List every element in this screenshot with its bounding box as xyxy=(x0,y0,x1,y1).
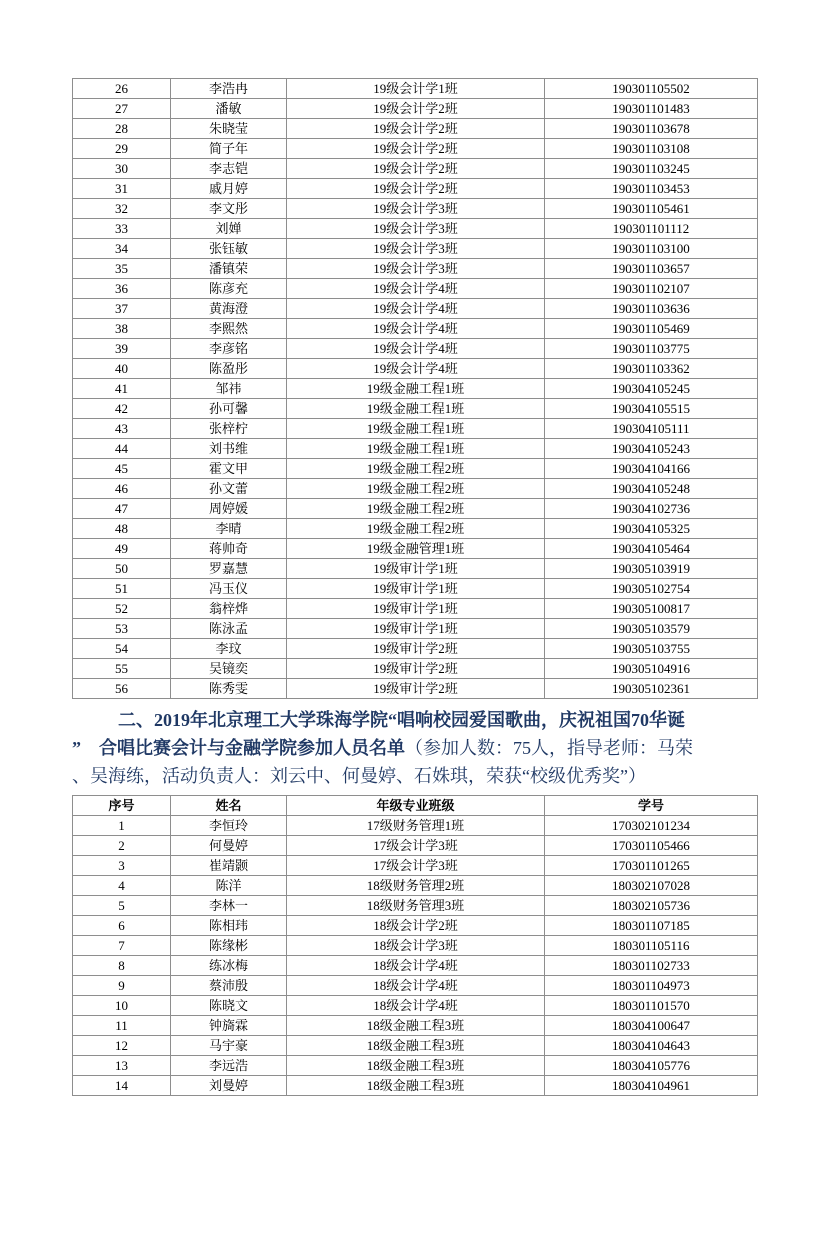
table-cell: 190304105245 xyxy=(545,379,758,399)
heading-line-2-detail: （参加人数：75人，指导老师：马荣 xyxy=(405,738,693,758)
table-row xyxy=(73,219,758,239)
table-cell: 崔靖颢 xyxy=(171,856,287,876)
table-cell: 孙可馨 xyxy=(171,399,287,419)
table-cell: 39 xyxy=(73,339,171,359)
table-cell: 李志铠 xyxy=(171,159,287,179)
table-cell: 李浩冉 xyxy=(171,79,287,99)
table-cell: 李玟 xyxy=(171,639,287,659)
table-row xyxy=(73,876,758,896)
section-heading xyxy=(72,706,757,790)
table-cell: 35 xyxy=(73,259,171,279)
table-row xyxy=(73,539,758,559)
table-row xyxy=(73,1056,758,1076)
table-row xyxy=(73,836,758,856)
roster-table-continued xyxy=(72,78,758,699)
table-cell: 李恒玲 xyxy=(171,816,287,836)
table-cell: 19级审计学2班 xyxy=(287,659,545,679)
table-cell: 34 xyxy=(73,239,171,259)
table-cell: 41 xyxy=(73,379,171,399)
table-cell: 陈秀雯 xyxy=(171,679,287,699)
table-cell: 刘书维 xyxy=(171,439,287,459)
table-cell: 190301103362 xyxy=(545,359,758,379)
table-row xyxy=(73,856,758,876)
table-cell: 55 xyxy=(73,659,171,679)
table-cell: 罗嘉慧 xyxy=(171,559,287,579)
table-cell: 26 xyxy=(73,79,171,99)
table-cell: 12 xyxy=(73,1036,171,1056)
table-cell: 190301103657 xyxy=(545,259,758,279)
table-cell: 陈洋 xyxy=(171,876,287,896)
heading-line-1: 二、2019年北京理工大学珠海学院“唱响校园爱国歌曲，庆祝祖国70华诞 xyxy=(118,710,685,730)
table-cell: 190305100817 xyxy=(545,599,758,619)
table-cell: 190305103579 xyxy=(545,619,758,639)
table-row xyxy=(73,639,758,659)
table-cell: 马宇豪 xyxy=(171,1036,287,1056)
table-cell: 180304104961 xyxy=(545,1076,758,1096)
table-cell: 190301103453 xyxy=(545,179,758,199)
table-cell: 30 xyxy=(73,159,171,179)
table-cell: 36 xyxy=(73,279,171,299)
table-row xyxy=(73,996,758,1016)
column-header: 序号 xyxy=(73,796,171,816)
table-row xyxy=(73,816,758,836)
table-cell: 5 xyxy=(73,896,171,916)
table-cell: 19级会计学2班 xyxy=(287,99,545,119)
table-cell: 18级财务管理3班 xyxy=(287,896,545,916)
table-cell: 28 xyxy=(73,119,171,139)
table-cell: 190304102736 xyxy=(545,499,758,519)
table-row xyxy=(73,936,758,956)
table-cell: 190305104916 xyxy=(545,659,758,679)
table-cell: 10 xyxy=(73,996,171,1016)
table-cell: 刘婵 xyxy=(171,219,287,239)
table-cell: 18级会计学4班 xyxy=(287,976,545,996)
table-cell: 170301101265 xyxy=(545,856,758,876)
table-cell: 3 xyxy=(73,856,171,876)
table-cell: 190304105111 xyxy=(545,419,758,439)
table-row xyxy=(73,976,758,996)
table-row xyxy=(73,459,758,479)
table-row xyxy=(73,319,758,339)
table-cell: 19级会计学2班 xyxy=(287,119,545,139)
column-header: 年级专业班级 xyxy=(287,796,545,816)
table-row xyxy=(73,159,758,179)
table-cell: 190304104166 xyxy=(545,459,758,479)
heading-line-2 xyxy=(72,734,757,762)
table-row xyxy=(73,599,758,619)
table-cell: 190304105325 xyxy=(545,519,758,539)
table-cell: 190301103100 xyxy=(545,239,758,259)
table-cell: 19级会计学2班 xyxy=(287,179,545,199)
table-cell: 190301105502 xyxy=(545,79,758,99)
table-cell: 19级审计学2班 xyxy=(287,679,545,699)
table-cell: 190301103775 xyxy=(545,339,758,359)
table-cell: 戚月婷 xyxy=(171,179,287,199)
table-cell: 170302101234 xyxy=(545,816,758,836)
table-cell: 53 xyxy=(73,619,171,639)
table-cell: 6 xyxy=(73,916,171,936)
table-cell: 19级金融工程2班 xyxy=(287,499,545,519)
table-row xyxy=(73,139,758,159)
table-cell: 190301101483 xyxy=(545,99,758,119)
table-cell: 19级会计学3班 xyxy=(287,199,545,219)
table-row xyxy=(73,399,758,419)
table-cell: 练冰梅 xyxy=(171,956,287,976)
roster-table-2019 xyxy=(72,795,758,1096)
table-cell: 190305102361 xyxy=(545,679,758,699)
heading-line-2-title: ” 合唱比赛会计与金融学院参加人员名单 xyxy=(72,738,405,758)
table-cell: 180302105736 xyxy=(545,896,758,916)
table-cell: 190301102107 xyxy=(545,279,758,299)
table-cell: 8 xyxy=(73,956,171,976)
table-cell: 19级审计学1班 xyxy=(287,559,545,579)
table-row xyxy=(73,619,758,639)
table-cell: 48 xyxy=(73,519,171,539)
table-cell: 38 xyxy=(73,319,171,339)
table-cell: 19级会计学2班 xyxy=(287,139,545,159)
table-row xyxy=(73,239,758,259)
table-cell: 190304105248 xyxy=(545,479,758,499)
table-cell: 张钰敏 xyxy=(171,239,287,259)
table-row xyxy=(73,279,758,299)
table-cell: 190301105469 xyxy=(545,319,758,339)
table-cell: 陈缘彬 xyxy=(171,936,287,956)
table-cell: 33 xyxy=(73,219,171,239)
table-cell: 19级会计学4班 xyxy=(287,299,545,319)
table-cell: 42 xyxy=(73,399,171,419)
table-cell: 180301102733 xyxy=(545,956,758,976)
table-cell: 19级审计学1班 xyxy=(287,579,545,599)
table-cell: 190305102754 xyxy=(545,579,758,599)
table-cell: 19级金融工程2班 xyxy=(287,459,545,479)
table-cell: 刘曼婷 xyxy=(171,1076,287,1096)
table-row xyxy=(73,479,758,499)
table-cell: 13 xyxy=(73,1056,171,1076)
table-cell: 19级金融工程2班 xyxy=(287,479,545,499)
column-header: 姓名 xyxy=(171,796,287,816)
table-cell: 54 xyxy=(73,639,171,659)
table-cell: 蒋帅奇 xyxy=(171,539,287,559)
table-row xyxy=(73,1076,758,1096)
table-cell: 19级审计学1班 xyxy=(287,599,545,619)
table-cell: 19级会计学4班 xyxy=(287,359,545,379)
table-cell: 32 xyxy=(73,199,171,219)
column-header: 学号 xyxy=(545,796,758,816)
table-cell: 李晴 xyxy=(171,519,287,539)
table-cell: 陈泳孟 xyxy=(171,619,287,639)
table-row xyxy=(73,339,758,359)
table-row xyxy=(73,579,758,599)
table-cell: 18级财务管理2班 xyxy=(287,876,545,896)
table-cell: 冯玉仪 xyxy=(171,579,287,599)
table-cell: 9 xyxy=(73,976,171,996)
table-cell: 潘敏 xyxy=(171,99,287,119)
table-cell: 29 xyxy=(73,139,171,159)
table-cell: 陈彦充 xyxy=(171,279,287,299)
table-cell: 1 xyxy=(73,816,171,836)
table-cell: 7 xyxy=(73,936,171,956)
table-cell: 蔡沛殷 xyxy=(171,976,287,996)
table-row xyxy=(73,916,758,936)
table-row xyxy=(73,679,758,699)
table-cell: 张梓柠 xyxy=(171,419,287,439)
table-cell: 19级会计学3班 xyxy=(287,239,545,259)
table-cell: 陈盈彤 xyxy=(171,359,287,379)
table-cell: 190301105461 xyxy=(545,199,758,219)
table-cell: 钟旖霖 xyxy=(171,1016,287,1036)
table-cell: 19级会计学2班 xyxy=(287,159,545,179)
table-cell: 170301105466 xyxy=(545,836,758,856)
table-cell: 52 xyxy=(73,599,171,619)
table-row xyxy=(73,956,758,976)
table-cell: 李远浩 xyxy=(171,1056,287,1076)
table-cell: 18级金融工程3班 xyxy=(287,1056,545,1076)
table-cell: 51 xyxy=(73,579,171,599)
table-cell: 180304100647 xyxy=(545,1016,758,1036)
table-cell: 李彦铭 xyxy=(171,339,287,359)
table-row xyxy=(73,199,758,219)
table-row xyxy=(73,519,758,539)
table-cell: 31 xyxy=(73,179,171,199)
table-cell: 180301104973 xyxy=(545,976,758,996)
table-cell: 180302107028 xyxy=(545,876,758,896)
table-row xyxy=(73,1016,758,1036)
table-cell: 27 xyxy=(73,99,171,119)
table-cell: 周婷媛 xyxy=(171,499,287,519)
table-cell: 190304105515 xyxy=(545,399,758,419)
table-row xyxy=(73,119,758,139)
table-cell: 李林一 xyxy=(171,896,287,916)
table-cell: 190305103919 xyxy=(545,559,758,579)
table-cell: 19级会计学4班 xyxy=(287,339,545,359)
table-cell: 陈晓文 xyxy=(171,996,287,1016)
table-cell: 19级金融工程1班 xyxy=(287,399,545,419)
table-cell: 11 xyxy=(73,1016,171,1036)
table-row xyxy=(73,419,758,439)
document-page xyxy=(0,78,827,1247)
table-cell: 潘镇荣 xyxy=(171,259,287,279)
table-cell: 李熙然 xyxy=(171,319,287,339)
table-cell: 吴镜奕 xyxy=(171,659,287,679)
table-cell: 18级金融工程3班 xyxy=(287,1076,545,1096)
table-cell: 17级会计学3班 xyxy=(287,856,545,876)
table-cell: 47 xyxy=(73,499,171,519)
table-cell: 朱晓莹 xyxy=(171,119,287,139)
table-row xyxy=(73,99,758,119)
table-cell: 19级金融工程1班 xyxy=(287,419,545,439)
table-row xyxy=(73,559,758,579)
table-row xyxy=(73,379,758,399)
table-row xyxy=(73,499,758,519)
table-cell: 何曼婷 xyxy=(171,836,287,856)
table-row xyxy=(73,359,758,379)
table-cell: 霍文甲 xyxy=(171,459,287,479)
table-cell: 简子年 xyxy=(171,139,287,159)
table-row xyxy=(73,259,758,279)
table-cell: 陈相玮 xyxy=(171,916,287,936)
table-cell: 邹祎 xyxy=(171,379,287,399)
table-cell: 19级审计学2班 xyxy=(287,639,545,659)
table-cell: 190305103755 xyxy=(545,639,758,659)
table-cell: 190301103636 xyxy=(545,299,758,319)
table-cell: 44 xyxy=(73,439,171,459)
table-cell: 2 xyxy=(73,836,171,856)
table-cell: 180301105116 xyxy=(545,936,758,956)
heading-line-3: 、吴海练，活动负责人：刘云中、何曼婷、石姝琪，荣获“校级优秀奖”） xyxy=(72,766,646,786)
header-row xyxy=(73,796,758,816)
table-cell: 180304104643 xyxy=(545,1036,758,1056)
table-cell: 190301103245 xyxy=(545,159,758,179)
table-cell: 56 xyxy=(73,679,171,699)
table-cell: 43 xyxy=(73,419,171,439)
table-cell: 19级金融工程1班 xyxy=(287,439,545,459)
table-cell: 18级会计学4班 xyxy=(287,956,545,976)
table-cell: 18级会计学2班 xyxy=(287,916,545,936)
table-cell: 19级会计学3班 xyxy=(287,259,545,279)
table-cell: 19级会计学4班 xyxy=(287,279,545,299)
table-cell: 50 xyxy=(73,559,171,579)
table-cell: 19级会计学1班 xyxy=(287,79,545,99)
table-cell: 19级金融管理1班 xyxy=(287,539,545,559)
table-cell: 19级会计学4班 xyxy=(287,319,545,339)
table-row xyxy=(73,179,758,199)
table-cell: 19级审计学1班 xyxy=(287,619,545,639)
table-cell: 翁梓烨 xyxy=(171,599,287,619)
table-cell: 18级金融工程3班 xyxy=(287,1016,545,1036)
table-cell: 37 xyxy=(73,299,171,319)
table-cell: 17级会计学3班 xyxy=(287,836,545,856)
table-cell: 49 xyxy=(73,539,171,559)
table-row xyxy=(73,1036,758,1056)
table-cell: 180301101570 xyxy=(545,996,758,1016)
table-cell: 190301103108 xyxy=(545,139,758,159)
table-cell: 19级会计学3班 xyxy=(287,219,545,239)
table-cell: 46 xyxy=(73,479,171,499)
table-cell: 190304105243 xyxy=(545,439,758,459)
table-row xyxy=(73,896,758,916)
table-cell: 40 xyxy=(73,359,171,379)
table-cell: 190301103678 xyxy=(545,119,758,139)
table-cell: 李文彤 xyxy=(171,199,287,219)
table-cell: 黄海澄 xyxy=(171,299,287,319)
table-cell: 180304105776 xyxy=(545,1056,758,1076)
table-row xyxy=(73,79,758,99)
table-cell: 190301101112 xyxy=(545,219,758,239)
table-row xyxy=(73,659,758,679)
table-cell: 4 xyxy=(73,876,171,896)
table-cell: 45 xyxy=(73,459,171,479)
table-cell: 180301107185 xyxy=(545,916,758,936)
table-cell: 18级会计学4班 xyxy=(287,996,545,1016)
table-cell: 19级金融工程1班 xyxy=(287,379,545,399)
table-row xyxy=(73,299,758,319)
table-cell: 18级金融工程3班 xyxy=(287,1036,545,1056)
table-cell: 18级会计学3班 xyxy=(287,936,545,956)
table-row xyxy=(73,439,758,459)
table-cell: 14 xyxy=(73,1076,171,1096)
table-cell: 17级财务管理1班 xyxy=(287,816,545,836)
table-cell: 孙文蕾 xyxy=(171,479,287,499)
table-cell: 190304105464 xyxy=(545,539,758,559)
table-cell: 19级金融工程2班 xyxy=(287,519,545,539)
